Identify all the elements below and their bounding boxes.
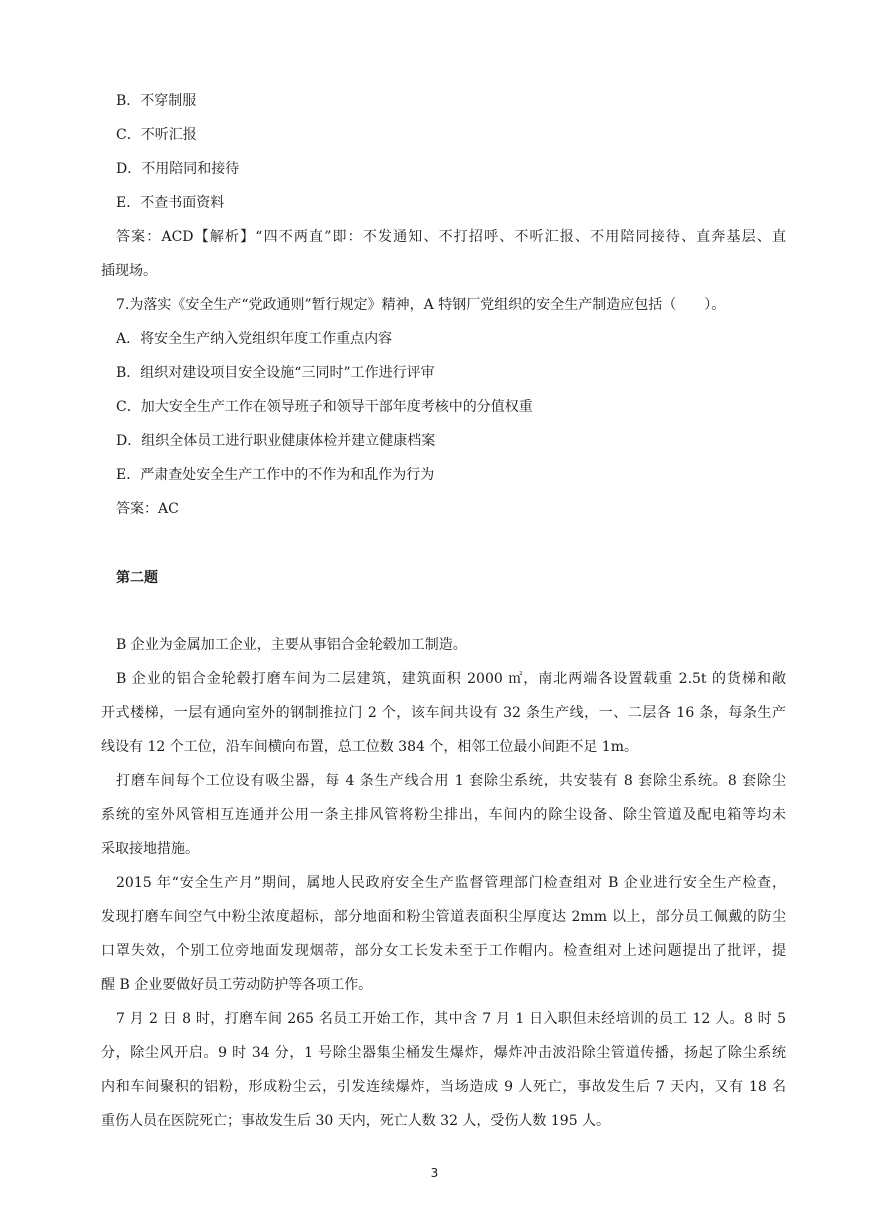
paragraph-2-line-1: B 企业的铝合金轮毂打磨车间为二层建筑，建筑面积 2000 ㎡，南北两端各设置载重 2.5t 的货梯和敞 bbox=[116, 671, 786, 687]
question-7-stem: 7.为落实《安全生产“党政通则”暂行规定》精神，A 特钢厂党组织的安全生产制造应包括（ ）。 bbox=[116, 297, 726, 313]
answer-7-line: 答案：AC bbox=[116, 501, 179, 517]
paragraph-4-line-3: 口罩失效，个别工位旁地面发现烟蒂，部分女工长发未至于工作帽内。检查组对上述问题提出了批评，提 bbox=[101, 943, 786, 959]
paragraph-5-line-2: 分，除尘风开启。9 时 34 分，1 号除尘器集尘桶发生爆炸，爆炸冲击波沿除尘管道传播，扬起了除尘系统 bbox=[101, 1045, 786, 1061]
paragraph-1: B 企业为金属加工企业，主要从事铝合金轮毂加工制造。 bbox=[116, 637, 467, 653]
question-7-option-a: A．将安全生产纳入党组织年度工作重点内容 bbox=[116, 331, 393, 347]
paragraph-2-line-3: 线设有 12 个工位，沿车间横向布置，总工位数 384 个，相邻工位最小间距不足 1m。 bbox=[101, 739, 638, 755]
page-number: 3 bbox=[430, 1166, 439, 1180]
paragraph-4-line-2: 发现打磨车间空气中粉尘浓度超标，部分地面和粉尘管道表面积尘厚度达 2mm 以上，部分员工佩戴的防尘 bbox=[101, 909, 786, 925]
question-7-option-d: D．组织全体员工进行职业健康体检并建立健康档案 bbox=[116, 433, 436, 449]
paragraph-3-line-3: 采取接地措施。 bbox=[101, 841, 199, 857]
question-7-option-b: B．组织对建设项目安全设施“三同时”工作进行评审 bbox=[116, 365, 435, 381]
answer-6-line-1: 答案：ACD【解析】“四不两直”即：不发通知、不打招呼、不听汇报、不用陪同接待、直奔基层、直 bbox=[116, 229, 786, 245]
paragraph-5-line-4: 重伤人员在医院死亡；事故发生后 30 天内，死亡人数 32 人，受伤人数 195 人。 bbox=[101, 1113, 611, 1129]
paragraph-4-line-4: 醒 B 企业要做好员工劳动防护等各项工作。 bbox=[101, 977, 373, 993]
question-7-option-c: C．加大安全生产工作在领导班子和领导干部年度考核中的分值权重 bbox=[116, 399, 533, 415]
option-d-line: D．不用陪同和接待 bbox=[116, 161, 240, 177]
paragraph-2-line-2: 开式楼梯，一层有通向室外的钢制推拉门 2 个，该车间共设有 32 条生产线，一、二层各 16 条，每条生产 bbox=[101, 705, 786, 721]
answer-6-line-2: 插现场。 bbox=[101, 263, 157, 279]
question-7-option-e: E．严肃查处安全生产工作中的不作为和乱作为行为 bbox=[116, 467, 435, 483]
paragraph-3-line-2: 系统的室外风管相互连通并公用一条主排风管将粉尘排出，车间内的除尘设备、除尘管道及配电箱等均未 bbox=[101, 807, 786, 823]
section-heading-2: 第二题 bbox=[116, 570, 158, 586]
option-c-line: C．不听汇报 bbox=[116, 127, 197, 143]
paragraph-5-line-3: 内和车间聚积的铝粉，形成粉尘云，引发连续爆炸，当场造成 9 人死亡，事故发生后 7 天内，又有 18 名 bbox=[101, 1079, 786, 1095]
paragraph-5-line-1: 7 月 2 日 8 时，打磨车间 265 名员工开始工作，其中含 7 月 1 日入职但未经培训的员工 12 人。8 时 5 bbox=[116, 1011, 786, 1027]
paragraph-3-line-1: 打磨车间每个工位设有吸尘器，每 4 条生产线合用 1 套除尘系统，共安装有 8 套除尘系统。8 套除尘 bbox=[116, 773, 786, 789]
option-b-line: B．不穿制服 bbox=[116, 93, 197, 109]
paragraph-4-line-1: 2015 年“安全生产月”期间，属地人民政府安全生产监督管理部门检查组对 B 企业进行安全生产检查， bbox=[116, 875, 786, 891]
option-e-line: E．不查书面资料 bbox=[116, 195, 225, 211]
